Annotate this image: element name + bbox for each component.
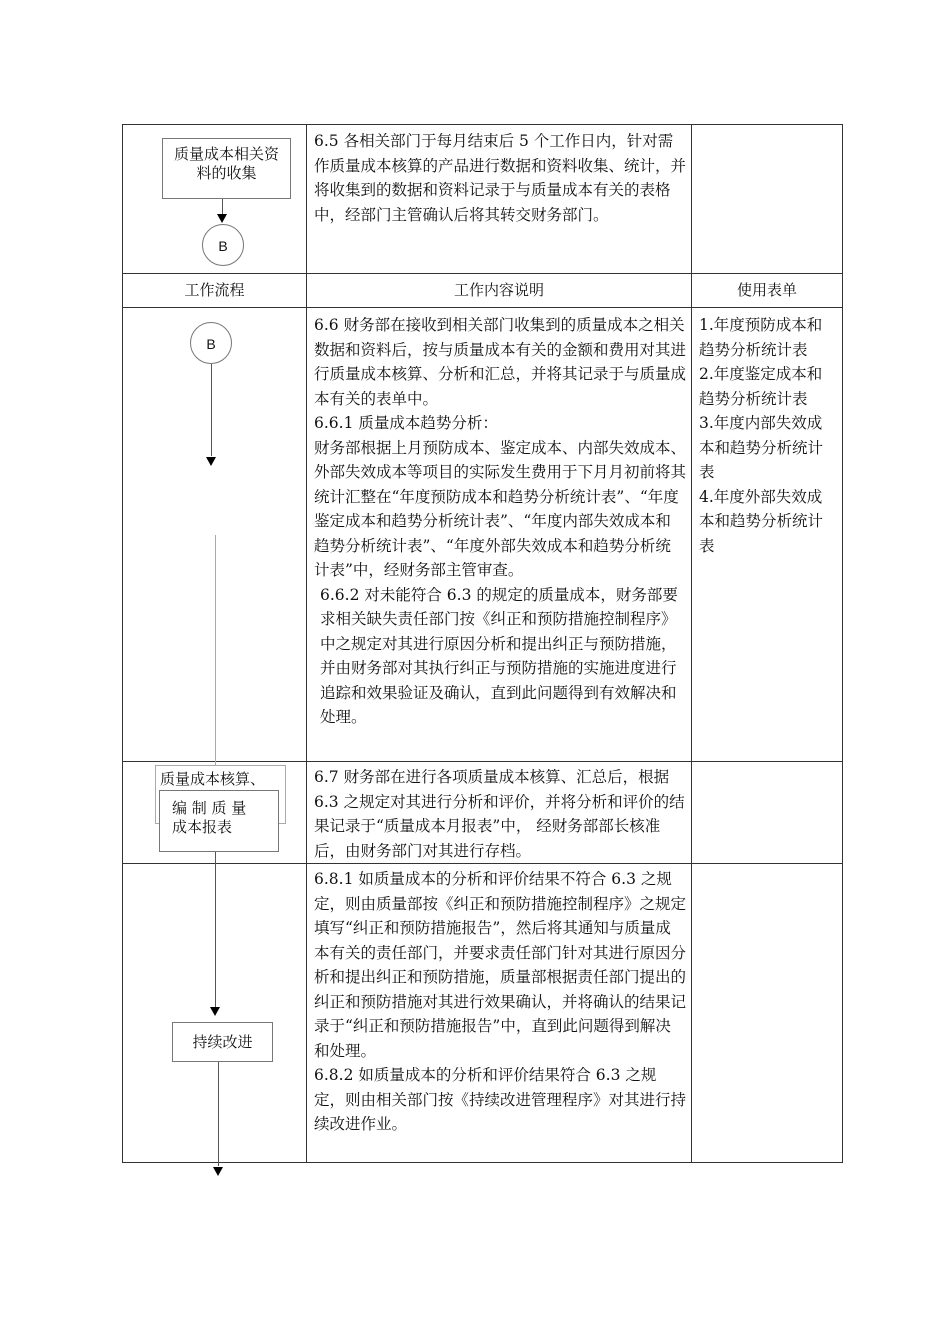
flow-connector — [222, 199, 223, 215]
flow-box-accounting-back: 质量成本核算、 — [155, 765, 286, 824]
form-item-4: 4.年度外部失效成本和趋势分析统计表 — [699, 487, 824, 555]
row-divider — [122, 761, 843, 762]
content-6-6-1-body: 财务部根据上月预防成本、鉴定成本、内部失效成本、外部失效成本等项目的实际发生费用于下月月初前将其统计汇整在“年度预防成本和趋势分析统计表”、“年度鉴定成本和趋势分析统计表”、“年度内部失效成本和趋势分析统计表”、“年度外部失效成本和趋势分析统计表”中，经财务部主管审查。 — [314, 438, 687, 579]
content-6-6-2: 6.6.2 对未能符合 6.3 的规定的质量成本，财务部要求相关缺失责任部门按《纠正和预防措施控制程序》中之规定对其进行原因分析和提出纠正与预防措施，并由财务部对其执行纠正与预防措施的实施进度进行追踪和效果验证及确认，直到此问题得到有效解决和处理。 — [320, 585, 678, 726]
form-item-1: 1.年度预防成本和趋势分析统计表 — [699, 316, 823, 359]
content-6-7: 6.7 财务部在进行各项质量成本核算、汇总后，根据 6.3 之规定对其进行分析和评价，并将分析和评价的结果记录于“质量成本月报表”中， 经财务部部长核准后，由财务部门对其进行存档。 — [314, 768, 685, 860]
arrow-down-icon — [210, 1007, 220, 1016]
flow-box-accounting-front: 编 制 质 量 成本报表 — [159, 790, 279, 852]
flow-connector — [218, 1062, 219, 1166]
content-6-5: 6.5 各相关部门于每月结束后 5 个工作日内，针对需作质量成本核算的产品进行数据和资料收集、统计，并将收集到的数据和资料记录于与质量成本有关的表格中，经部门主管确认后将其转交财务部门。 — [314, 132, 687, 224]
content-6-6-1-title: 6.6.1 质量成本趋势分析： — [314, 414, 498, 432]
flow-connector — [215, 852, 216, 1007]
row-divider — [122, 307, 843, 308]
content-6-6-intro: 6.6 财务部在接收到相关部门收集到的质量成本之相关数据和资料后，按与质量成本有关的金额和费用对其进行质量成本核算、分析和汇总，并将其记录于与质量成本有关的表单中。 — [314, 316, 687, 408]
content-6-8-1: 6.8.1 如质量成本的分析和评价结果不符合 6.3 之规定，则由质量部按《纠正和预防措施控制程序》之规定填写“纠正和预防措施报告”，然后将其通知与质量成本有关的责任部门，并要求责任部门针对其进行原因分析和提出纠正和预防措施，质量部根据责任部门提出的纠正和预防措施对其进行效果确认，并将确认的结果记录于“纠正和预防措施报告”中，直到此问题得到解决和处理。 — [314, 870, 687, 1060]
content-6-8-2: 6.8.2 如质量成本的分析和评价结果符合 6.3 之规定，则由相关部门按《持续改进管理程序》对其进行持续改进作业。 — [314, 1066, 687, 1133]
form-item-3: 3.年度内部失效成本和趋势分析统计表 — [699, 414, 824, 481]
connector-b-mid: B — [190, 322, 232, 364]
content-6-8 — [314, 867, 686, 1137]
arrow-down-icon — [213, 1167, 223, 1176]
table-border-top — [122, 124, 843, 125]
arrow-down-icon — [206, 457, 216, 466]
flow-box-improve: 持续改进 — [172, 1022, 273, 1062]
flow-connector — [211, 364, 212, 456]
header-flow: 工作流程 — [184, 281, 245, 299]
arrow-down-icon — [217, 214, 227, 223]
header-content: 工作内容说明 — [453, 281, 544, 299]
row-divider — [122, 863, 843, 864]
form-item-2: 2.年度鉴定成本和趋势分析统计表 — [699, 365, 823, 408]
table-border-right — [842, 124, 843, 1163]
content-6-6 — [314, 313, 686, 730]
table-border-bottom — [122, 1162, 843, 1163]
flow-connector — [215, 535, 216, 790]
header-forms: 使用表单 — [736, 281, 797, 299]
connector-b-top: B — [202, 224, 244, 266]
flow-box-collect: 质量成本相关资料的收集 — [162, 138, 291, 199]
forms-list — [699, 313, 837, 558]
